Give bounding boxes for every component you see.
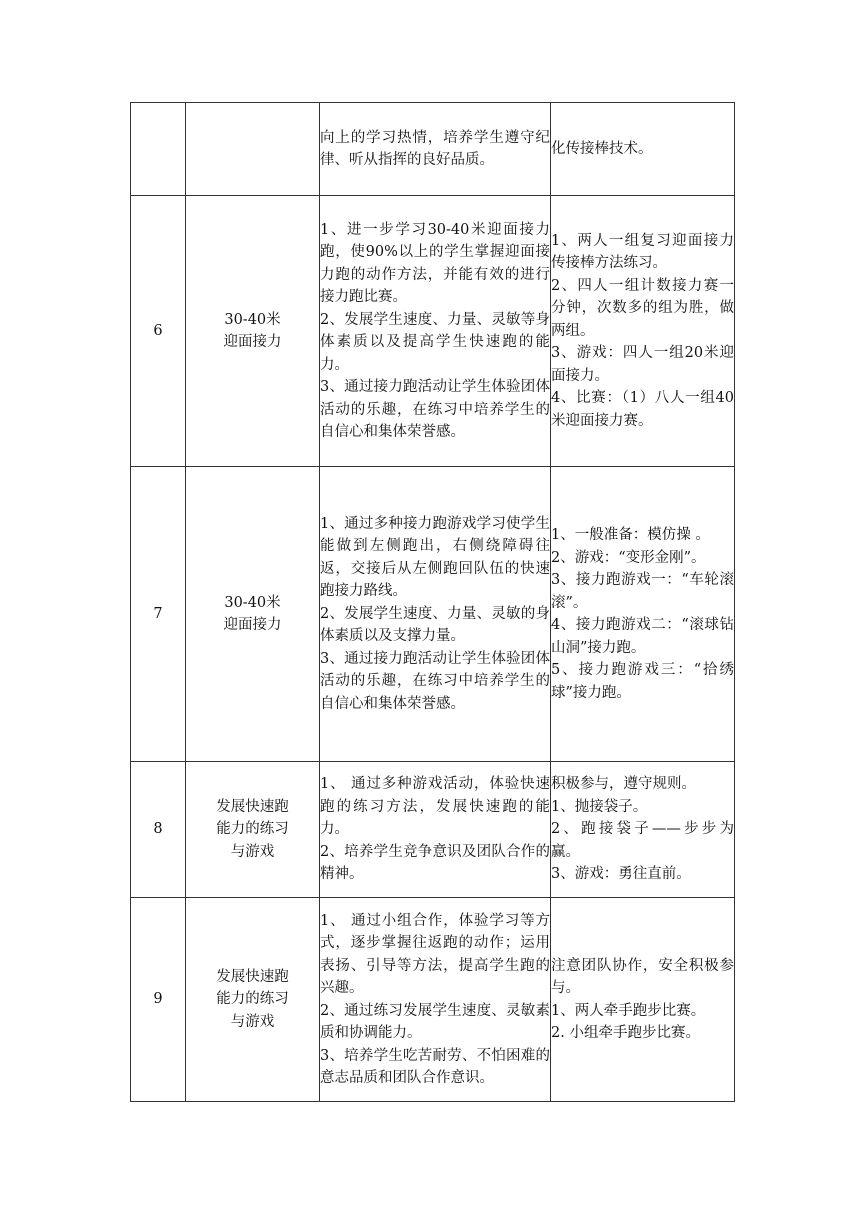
lesson-topic-cell [186,467,320,762]
activity-line: 注意团队协作，安全积极参与。 [551,957,734,996]
lesson-activities-cell [551,762,735,898]
lesson-number-cell [131,103,186,196]
goal-line: 1、 通过小组合作，体验学习等方式，逐步掌握往返跑的动作；运用表扬、引导等方法，提高学生跑的兴趣。 [320,912,550,996]
topic-line: 能力的练习 [216,991,289,1008]
table-row [131,103,735,196]
goal-line: 1、 通过多种游戏活动，体验快速跑的练习方法，发展快速跑的能力。 [320,776,550,838]
topic-line: 与游戏 [230,843,275,860]
lesson-topic-cell [186,762,320,898]
table-row [131,467,735,762]
activity-line: 1、两人一组复习迎面接力传接棒方法练习。 [551,232,734,272]
goal-line: 2、通过练习发展学生速度、灵敏素质和协调能力。 [320,1002,550,1041]
goal-line: 3、通过接力跑活动让学生体验团体活动的乐趣，在练习中培养学生的自信心和集体荣誉感。 [320,650,550,712]
activity-line: 积极参与，遵守规则。 [551,776,696,793]
lesson-number-cell: 8 [131,762,186,898]
activity-line: 1、两人牵手跑步比赛。 [551,1002,706,1019]
goal-line: 1、进一步学习30-40米迎面接力跑，使90%以上的学生掌握迎面接力跑的动作方法，并能有效的进行接力跑比赛。 [320,221,550,305]
lesson-number-cell: 6 [131,196,186,467]
topic-line: 迎面接力 [223,617,282,633]
activity-line: 2、游戏：“变形金刚”。 [551,549,706,566]
lesson-number-cell: 9 [131,898,186,1102]
activity-line: 2、四人一组计数接力赛一分钟，次数多的组为胜，做两组。 [551,277,734,339]
goal-line: 向上的学习热情，培养学生遵守纪律、听从指挥的良好品质。 [320,129,550,168]
table-row [131,196,735,467]
goal-line: 3、培养学生吃苦耐劳、不怕困难的意志品质和团队合作意识。 [320,1047,550,1086]
lesson-activities-cell [551,103,735,196]
activity-line: 4、接力跑游戏二：“滚球钻山洞”接力跑。 [551,617,734,656]
lesson-goals-cell [320,196,551,467]
lesson-goals-cell [320,898,551,1102]
goal-line: 2、发展学生速度、力量、灵敏等身体素质以及提高学生快速跑的能力。 [320,311,550,373]
activity-line: 3、游戏：勇往直前。 [551,866,691,883]
lesson-activities-cell [551,467,735,762]
table-row [131,762,735,898]
topic-line: 与游戏 [230,1013,275,1030]
goal-line: 1、通过多种接力跑游戏学习使学生能做到左侧跑出，右侧绕障碍往返，交接后从左侧跑回队伍的快速跑接力路线。 [320,515,550,600]
activity-line: 1、抛接袋子。 [551,798,648,815]
lesson-plan-table [130,102,735,1102]
lesson-topic-cell [186,898,320,1102]
activity-line: 3、接力跑游戏一：“车轮滚滚”。 [551,572,734,611]
activity-line: 4、比赛：（1）八人一组40米迎面接力赛。 [551,390,734,429]
lesson-number-cell: 7 [131,467,186,762]
activity-line: 1、一般准备：模仿操 。 [551,527,710,543]
lesson-topic-cell [186,103,320,196]
activity-line: 5、接力跑游戏三：“拾绣球”接力跑。 [551,662,734,701]
lesson-activities-cell [551,196,735,467]
topic-line: 30-40米 [224,594,281,611]
lesson-activities-cell [551,898,735,1102]
goal-line: 2、培养学生竞争意识及团队合作的精神。 [320,843,550,883]
topic-line: 能力的练习 [216,821,289,838]
table-row [131,898,735,1102]
lesson-goals-cell [320,762,551,898]
topic-line: 发展快速跑 [216,798,289,815]
lesson-goals-cell [320,103,551,196]
topic-line: 发展快速跑 [216,968,289,985]
activity-line: 化传接棒技术。 [551,140,653,157]
activity-line: 3、游戏：四人一组20米迎面接力。 [551,345,734,384]
topic-line: 迎面接力 [223,334,282,350]
activity-line: 2. 小组牵手跑步比赛。 [551,1025,700,1041]
lesson-goals-cell [320,467,551,762]
lesson-topic-cell [186,196,320,467]
activity-line: 2、跑接袋子——步步为赢。 [551,821,734,860]
topic-line: 30-40米 [224,311,281,328]
goal-line: 2、发展学生速度、力量、灵敏的身体素质以及支撑力量。 [320,605,550,645]
goal-line: 3、通过接力跑活动让学生体验团体活动的乐趣，在练习中培养学生的自信心和集体荣誉感。 [320,379,550,440]
